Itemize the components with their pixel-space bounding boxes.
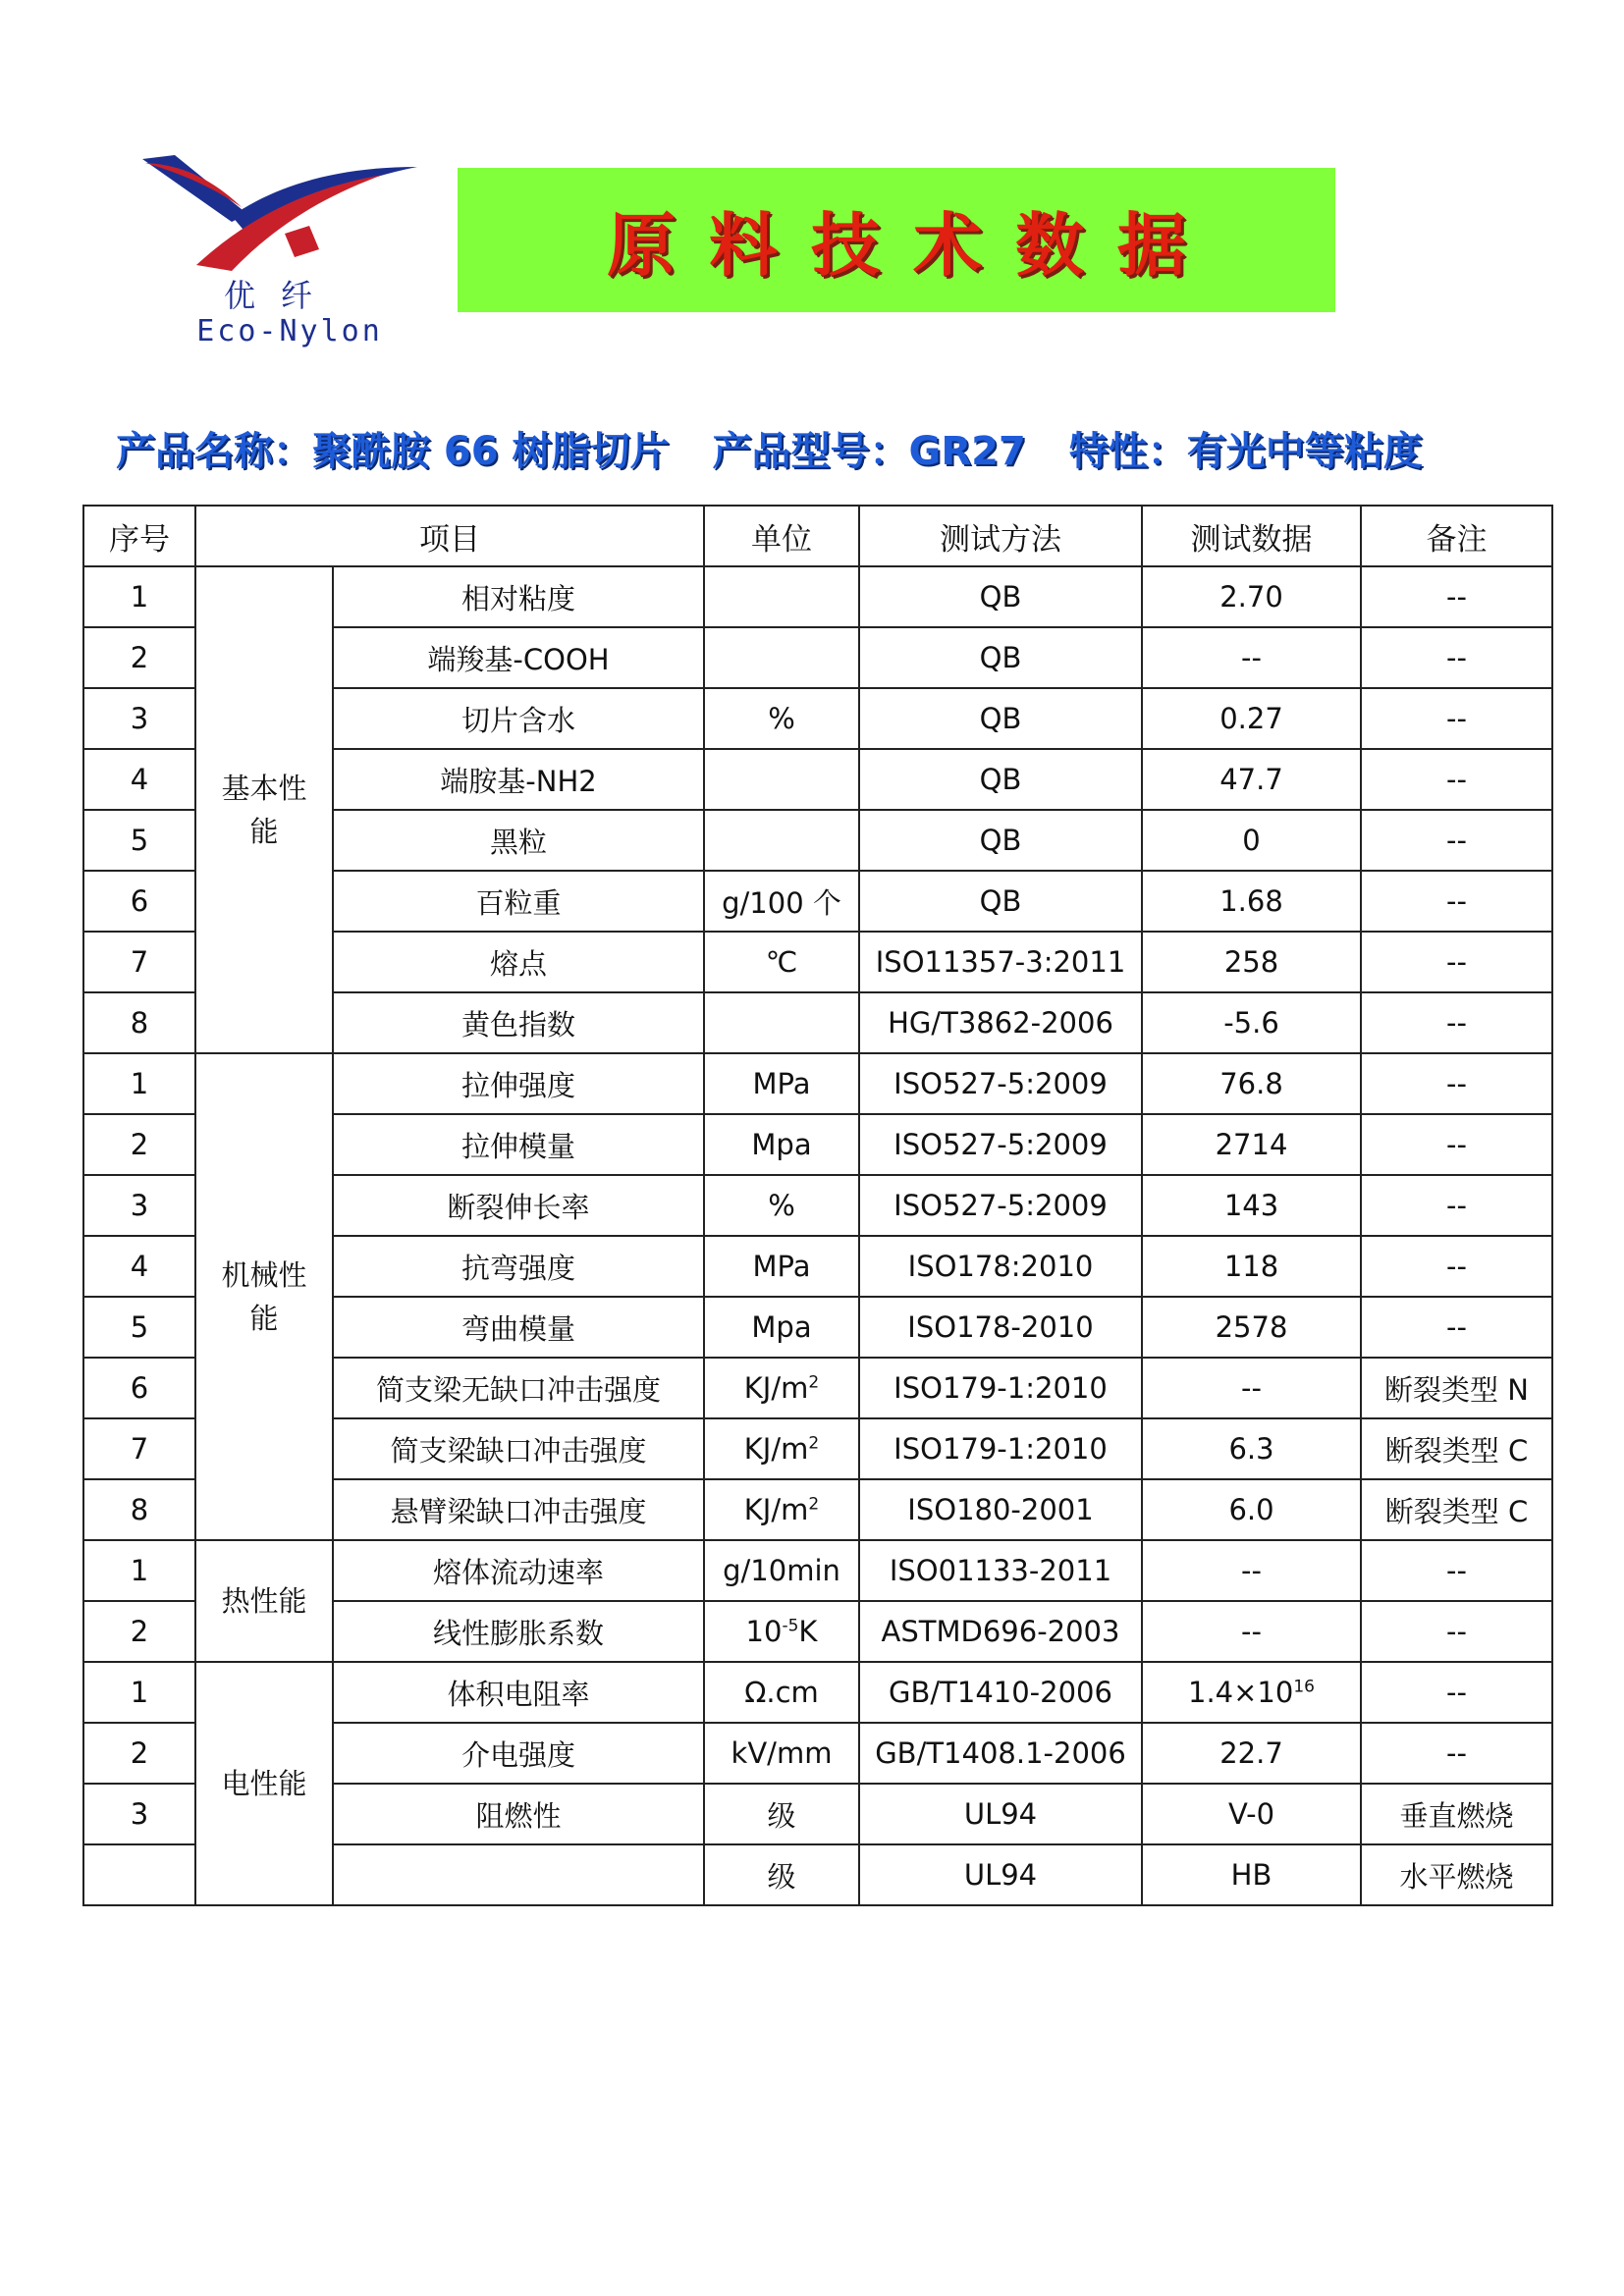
row-number: 2: [83, 1601, 195, 1662]
header-note: 备注: [1361, 506, 1552, 566]
value-text: 2.70: [1219, 580, 1283, 614]
value-text: --: [1241, 1554, 1262, 1587]
category-cell: [195, 1053, 333, 1540]
value-cell: [1142, 992, 1361, 1053]
row-number: 1: [83, 1662, 195, 1723]
item-cell: 黑粒: [333, 810, 704, 871]
item-cell: 简支梁缺口冲击强度: [333, 1418, 704, 1479]
category-cell: [195, 1662, 333, 1905]
value-text: 6.3: [1228, 1432, 1274, 1466]
unit-text: Mpa: [751, 1128, 812, 1161]
value-cell: [1142, 1175, 1361, 1236]
value-text: --: [1241, 1615, 1262, 1648]
header-method: 测试方法: [859, 506, 1142, 566]
method-cell: ISO179-1:2010: [859, 1418, 1142, 1479]
value-cell: [1142, 1114, 1361, 1175]
unit-cell: [704, 810, 859, 871]
value-cell: [1142, 1844, 1361, 1905]
row-number: 2: [83, 1114, 195, 1175]
row-number: 3: [83, 688, 195, 749]
unit-text: MPa: [752, 1067, 811, 1100]
value-cell: [1142, 1601, 1361, 1662]
value-text: 0: [1242, 824, 1261, 857]
value-text: --: [1241, 641, 1262, 674]
row-number: 8: [83, 992, 195, 1053]
method-cell: ASTMD696-2003: [859, 1601, 1142, 1662]
value-cell: [1142, 1540, 1361, 1601]
item-cell: 黄色指数: [333, 992, 704, 1053]
unit-cell: [704, 1662, 859, 1723]
row-number: 7: [83, 1418, 195, 1479]
brand-name-en: Eco-Nylon: [196, 314, 383, 348]
unit-cell: [704, 1540, 859, 1601]
unit-text: 级: [767, 1798, 796, 1833]
unit-cell: [704, 1358, 859, 1418]
item-cell: [333, 1844, 704, 1905]
table-body: [83, 566, 1552, 1905]
unit-cell: [704, 1114, 859, 1175]
table-row: [83, 1053, 1552, 1114]
method-cell: ISO178:2010: [859, 1236, 1142, 1297]
row-number: [83, 1844, 195, 1905]
value-cell: [1142, 749, 1361, 810]
method-cell: ISO527-5:2009: [859, 1114, 1142, 1175]
item-cell: 端羧基-COOH: [333, 627, 704, 688]
method-cell: ISO180-2001: [859, 1479, 1142, 1540]
item-cell: 端胺基-NH2: [333, 749, 704, 810]
unit-cell: [704, 1236, 859, 1297]
unit-cell: [704, 1784, 859, 1844]
unit-cell: [704, 932, 859, 992]
value-text: 143: [1223, 1189, 1279, 1222]
unit-text: %: [768, 1189, 795, 1222]
unit-superscript: 2: [808, 1494, 820, 1515]
note-cell: --: [1361, 1601, 1552, 1662]
item-cell: 拉伸强度: [333, 1053, 704, 1114]
brand-mark-icon: [137, 147, 422, 275]
unit-cell: [704, 1723, 859, 1784]
unit-text: g/10min: [723, 1554, 840, 1587]
row-number: 4: [83, 1236, 195, 1297]
note-cell: 断裂类型 C: [1361, 1479, 1552, 1540]
value-cell: [1142, 1053, 1361, 1114]
unit-text: 10: [745, 1615, 783, 1648]
unit-cell: [704, 627, 859, 688]
item-cell: 断裂伸长率: [333, 1175, 704, 1236]
value-cell: [1142, 627, 1361, 688]
unit-cell: [704, 1175, 859, 1236]
note-cell: 断裂类型 N: [1361, 1358, 1552, 1418]
value-cell: [1142, 1297, 1361, 1358]
note-cell: --: [1361, 1175, 1552, 1236]
row-number: 1: [83, 1540, 195, 1601]
unit-cell: [704, 1601, 859, 1662]
value-text: 118: [1223, 1250, 1279, 1283]
note-cell: --: [1361, 1662, 1552, 1723]
value-cell: [1142, 566, 1361, 627]
category-label: 热性能: [221, 1584, 307, 1618]
category-label: 电性能: [221, 1767, 307, 1800]
unit-text: KJ/m: [743, 1432, 809, 1466]
unit-tail: K: [798, 1615, 818, 1648]
value-cell: [1142, 932, 1361, 992]
product-info: [116, 418, 1520, 477]
item-cell: 切片含水: [333, 688, 704, 749]
row-number: 1: [83, 566, 195, 627]
value-text: 2714: [1215, 1128, 1288, 1161]
table-row: [83, 566, 1552, 627]
note-cell: --: [1361, 627, 1552, 688]
unit-text: %: [768, 702, 795, 735]
row-number: 5: [83, 1297, 195, 1358]
header-no: 序号: [83, 506, 195, 566]
item-cell: 体积电阻率: [333, 1662, 704, 1723]
value-text: 2578: [1215, 1310, 1288, 1344]
row-number: 3: [83, 1784, 195, 1844]
unit-cell: [704, 1844, 859, 1905]
method-cell: ISO179-1:2010: [859, 1358, 1142, 1418]
note-cell: --: [1361, 871, 1552, 932]
unit-cell: [704, 1053, 859, 1114]
method-cell: GB/T1408.1-2006: [859, 1723, 1142, 1784]
value-cell: [1142, 810, 1361, 871]
unit-text: g/100 个: [722, 885, 841, 920]
value-text: 0.27: [1219, 702, 1283, 735]
unit-superscript: 2: [808, 1372, 820, 1393]
category-cell: [195, 1540, 333, 1662]
unit-cell: [704, 1479, 859, 1540]
method-cell: QB: [859, 810, 1142, 871]
unit-cell: [704, 1418, 859, 1479]
method-cell: HG/T3862-2006: [859, 992, 1142, 1053]
brand-name-cn: 优纤: [223, 277, 338, 314]
method-cell: ISO527-5:2009: [859, 1175, 1142, 1236]
value-cell: [1142, 1784, 1361, 1844]
title-banner: [458, 168, 1335, 312]
header-unit: 单位: [704, 506, 859, 566]
note-cell: --: [1361, 1723, 1552, 1784]
note-cell: --: [1361, 749, 1552, 810]
method-cell: UL94: [859, 1784, 1142, 1844]
method-cell: GB/T1410-2006: [859, 1662, 1142, 1723]
value-cell: [1142, 1662, 1361, 1723]
row-number: 2: [83, 1723, 195, 1784]
method-cell: QB: [859, 749, 1142, 810]
note-cell: --: [1361, 992, 1552, 1053]
product-model: 产品型号：GR27: [712, 428, 1026, 474]
value-text: 258: [1223, 945, 1279, 979]
unit-text: MPa: [752, 1250, 811, 1283]
value-cell: [1142, 1236, 1361, 1297]
method-cell: UL94: [859, 1844, 1142, 1905]
row-number: 6: [83, 1358, 195, 1418]
row-number: 2: [83, 627, 195, 688]
spec-table: [82, 505, 1553, 1906]
method-cell: QB: [859, 627, 1142, 688]
value-cell: [1142, 871, 1361, 932]
unit-cell: [704, 688, 859, 749]
page-title: 原料技术数据: [607, 204, 1219, 286]
item-cell: 百粒重: [333, 871, 704, 932]
note-cell: --: [1361, 932, 1552, 992]
item-cell: 抗弯强度: [333, 1236, 704, 1297]
value-text: 22.7: [1219, 1736, 1283, 1770]
product-name: 产品名称：聚酰胺 66 树脂切片: [116, 428, 670, 474]
row-number: 1: [83, 1053, 195, 1114]
category-label: 基本性能: [221, 772, 307, 848]
product-feature: 特性：有光中等粘度: [1068, 428, 1423, 474]
brand-logo: [137, 147, 422, 353]
method-cell: QB: [859, 871, 1142, 932]
unit-text: Ω.cm: [744, 1676, 819, 1709]
note-cell: --: [1361, 1540, 1552, 1601]
note-cell: --: [1361, 1114, 1552, 1175]
unit-text: Mpa: [751, 1310, 812, 1344]
item-cell: 相对粘度: [333, 566, 704, 627]
row-number: 8: [83, 1479, 195, 1540]
value-cell: [1142, 1723, 1361, 1784]
value-text: 76.8: [1219, 1067, 1283, 1100]
header-item: 项目: [195, 506, 704, 566]
unit-cell: [704, 566, 859, 627]
unit-text: KJ/m: [743, 1371, 809, 1405]
value-text: 47.7: [1219, 763, 1283, 796]
value-text: HB: [1230, 1858, 1272, 1892]
method-cell: ISO11357-3:2011: [859, 932, 1142, 992]
method-cell: ISO178-2010: [859, 1297, 1142, 1358]
unit-text: 级: [767, 1859, 796, 1894]
row-number: 6: [83, 871, 195, 932]
note-cell: --: [1361, 1297, 1552, 1358]
value-text: V-0: [1227, 1797, 1275, 1831]
value-cell: [1142, 1358, 1361, 1418]
table-header-row: [83, 506, 1552, 566]
item-cell: 熔点: [333, 932, 704, 992]
method-cell: QB: [859, 688, 1142, 749]
note-cell: --: [1361, 566, 1552, 627]
row-number: 3: [83, 1175, 195, 1236]
item-cell: 拉伸模量: [333, 1114, 704, 1175]
item-cell: 介电强度: [333, 1723, 704, 1784]
value-text: 6.0: [1228, 1493, 1274, 1526]
value-text: 1.4×10: [1188, 1676, 1294, 1709]
header-value: 测试数据: [1142, 506, 1361, 566]
item-cell: 阻燃性: [333, 1784, 704, 1844]
unit-text: KJ/m: [743, 1493, 809, 1526]
value-text: --: [1241, 1371, 1262, 1405]
note-cell: --: [1361, 1053, 1552, 1114]
row-number: 5: [83, 810, 195, 871]
category-cell: [195, 566, 333, 1053]
item-cell: 简支梁无缺口冲击强度: [333, 1358, 704, 1418]
unit-cell: [704, 992, 859, 1053]
method-cell: ISO01133-2011: [859, 1540, 1142, 1601]
item-cell: 弯曲模量: [333, 1297, 704, 1358]
unit-cell: [704, 749, 859, 810]
row-number: 7: [83, 932, 195, 992]
unit-cell: [704, 1297, 859, 1358]
unit-text: ℃: [765, 945, 798, 979]
note-cell: 水平燃烧: [1361, 1844, 1552, 1905]
table-row: [83, 1540, 1552, 1601]
unit-cell: [704, 871, 859, 932]
unit-superscript: 2: [808, 1433, 820, 1454]
unit-superscript: -5: [782, 1616, 799, 1636]
note-cell: 断裂类型 C: [1361, 1418, 1552, 1479]
item-cell: 熔体流动速率: [333, 1540, 704, 1601]
row-number: 4: [83, 749, 195, 810]
unit-text: kV/mm: [731, 1736, 833, 1770]
value-cell: [1142, 1479, 1361, 1540]
value-text: -5.6: [1223, 1006, 1279, 1040]
item-cell: 线性膨胀系数: [333, 1601, 704, 1662]
method-cell: QB: [859, 566, 1142, 627]
value-cell: [1142, 1418, 1361, 1479]
table-row: [83, 1662, 1552, 1723]
note-cell: 垂直燃烧: [1361, 1784, 1552, 1844]
note-cell: --: [1361, 688, 1552, 749]
note-cell: --: [1361, 810, 1552, 871]
value-cell: [1142, 688, 1361, 749]
value-text: 1.68: [1219, 884, 1283, 918]
value-superscript: 16: [1293, 1677, 1315, 1697]
category-label: 机械性能: [221, 1258, 307, 1335]
note-cell: --: [1361, 1236, 1552, 1297]
method-cell: ISO527-5:2009: [859, 1053, 1142, 1114]
item-cell: 悬臂梁缺口冲击强度: [333, 1479, 704, 1540]
